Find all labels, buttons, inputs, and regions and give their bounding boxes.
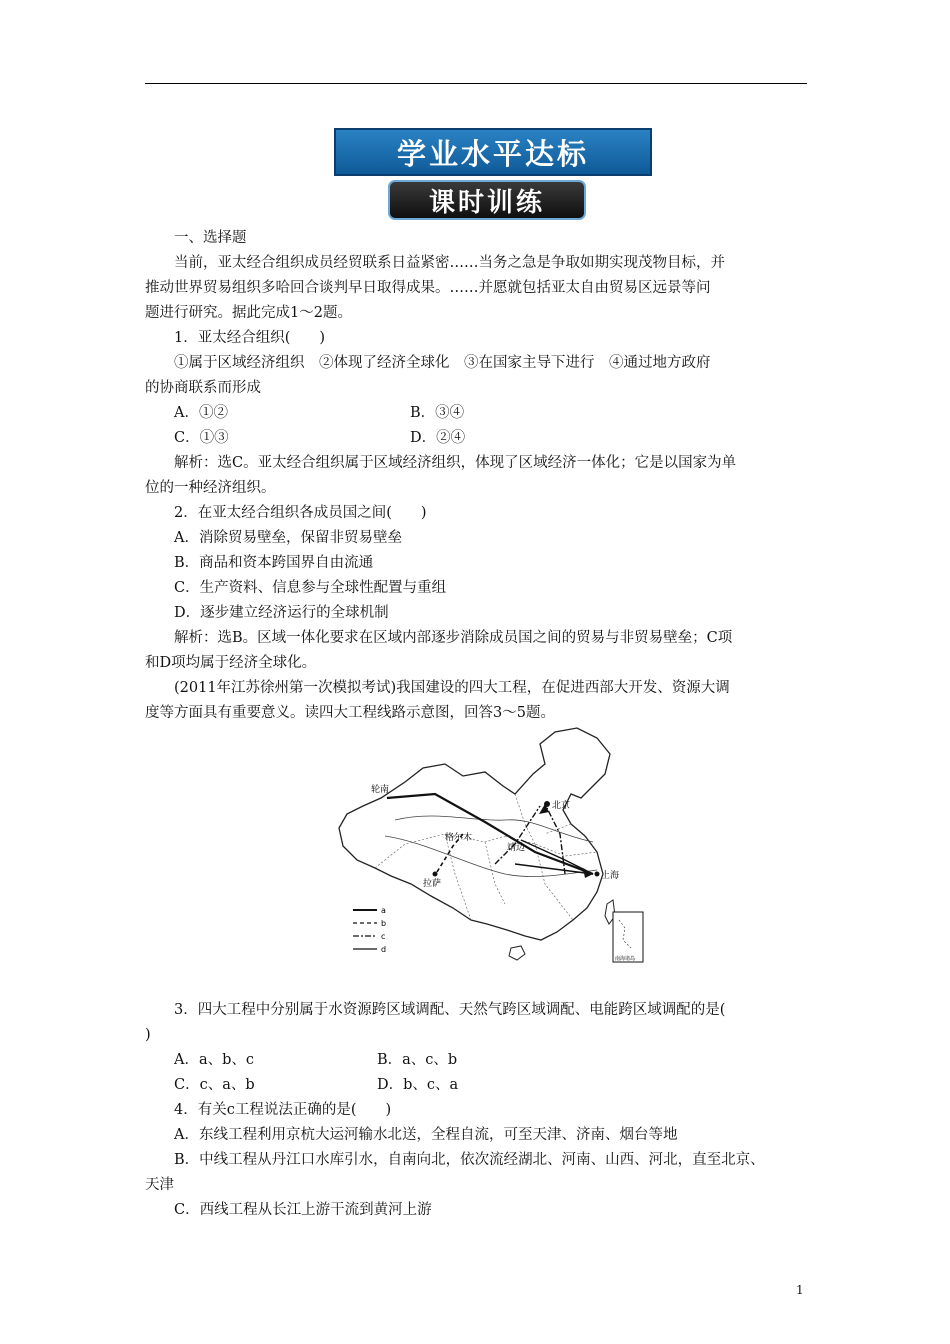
q1-item-line: 的协商联系而形成 — [145, 380, 261, 396]
q4-stem: 4．有关c工程说法正确的是( ) — [174, 1102, 392, 1118]
q1-option-d: D．②④ — [410, 430, 466, 446]
page-number: 1 — [796, 1283, 804, 1297]
map-legend — [353, 906, 386, 954]
q3-option-a: A．a、b、c — [174, 1052, 255, 1068]
q3-option-b: B．a、c、b — [377, 1052, 458, 1068]
q1-option-a: A．①② — [174, 405, 228, 421]
q3-stem: 3．四大工程中分别属于水资源跨区域调配、天然气跨区域调配、电能跨区域调配的是( — [174, 1002, 726, 1018]
q2-analysis: 和D项均属于经济全球化。 — [145, 655, 317, 671]
label-shanghai: 上海 — [601, 871, 620, 881]
legend-b: b — [381, 919, 387, 928]
label-beijing: 北京 — [552, 801, 571, 811]
q3-option-d: D．b、c、a — [377, 1077, 459, 1093]
intro2-line: (2011年江苏徐州第一次模拟考试)我国建设的四大工程，在促进西部大开发、资源大调 — [174, 680, 730, 696]
intro1-line: 推动世界贸易组织多哈回合谈判早日取得成果。……并愿就包括亚太自由贸易区远景等问 — [145, 280, 711, 296]
intro1-line: 题进行研究。据此完成1～2题。 — [145, 305, 352, 321]
q1-option-b: B．③④ — [410, 405, 465, 421]
label-geermu: 格尔木 — [445, 833, 473, 843]
q4-option-b-cont: 天津 — [145, 1177, 174, 1193]
four-projects-map — [335, 724, 645, 972]
q2-stem: 2．在亚太经合组织各成员国之间( ) — [174, 505, 427, 521]
q1-analysis: 位的一种经济组织。 — [145, 480, 276, 496]
beijing-marker — [544, 801, 550, 807]
q1-stem: 1．亚太经合组织( ) — [174, 330, 326, 346]
route-d — [515, 840, 593, 874]
q2-option-b: B．商品和资本跨国界自由流通 — [174, 555, 374, 571]
inset-label: 南海诸岛 — [615, 956, 636, 962]
legend-a: a — [381, 906, 386, 915]
q2-option-d: D．逐步建立经济运行的全球机制 — [174, 605, 389, 621]
q2-option-c: C．生产资料、信息参与全球性配置与重组 — [174, 580, 447, 596]
q1-option-c: C．①③ — [174, 430, 229, 446]
intro2-line: 度等方面具有重要意义。读四大工程线路示意图，回答3～5题。 — [145, 705, 555, 721]
q3-option-c: C．c、a、b — [174, 1077, 255, 1093]
q4-option-a: A．东线工程利用京杭大运河输水北送，全程自流，可至天津、济南、烟台等地 — [174, 1127, 678, 1143]
q1-analysis: 解析：选C。亚太经合组织属于区域经济组织，体现了区域经济一体化；它是以国家为单 — [174, 455, 737, 471]
legend-d: d — [381, 945, 387, 954]
banner-subtitle: 课时训练 — [388, 180, 586, 220]
hainan-outline — [509, 946, 525, 960]
shanghai-marker — [595, 872, 600, 877]
q1-item-line: ①属于区域经济组织 ②体现了经济全球化 ③在国家主导下进行 ④通过地方政府 — [174, 355, 711, 371]
section-title: 一、选择题 — [174, 230, 247, 246]
q3-stem-end: ) — [145, 1027, 151, 1043]
province-lines — [375, 794, 597, 920]
q4-option-b: B．中线工程从丹江口水库引水，自南向北，依次流经湖北、河南、山西、河北，直至北京、 — [174, 1152, 765, 1168]
label-lasa: 拉萨 — [423, 879, 442, 889]
china-outline — [339, 728, 610, 940]
route-c — [495, 806, 565, 874]
intro1-line: 当前，亚太经合组织成员经贸联系日益紧密……当务之急是争取如期实现茂物目标，并 — [174, 255, 725, 271]
legend-c: c — [381, 932, 386, 941]
header-rule — [145, 83, 807, 84]
label-jingbian: 靖边 — [507, 843, 526, 853]
lhasa-marker — [433, 872, 438, 877]
south-china-sea-inset — [613, 912, 643, 962]
q4-option-c: C．西线工程从长江上游干流到黄河上游 — [174, 1202, 432, 1218]
q2-option-a: A．消除贸易壁垒，保留非贸易壁垒 — [174, 530, 402, 546]
banner-title: 学业水平达标 — [334, 128, 652, 176]
label-lunnan: 轮南 — [371, 785, 390, 795]
q2-analysis: 解析：选B。区域一体化要求在区域内部逐步消除成员国之间的贸易与非贸易壁垒；C项 — [174, 630, 733, 646]
